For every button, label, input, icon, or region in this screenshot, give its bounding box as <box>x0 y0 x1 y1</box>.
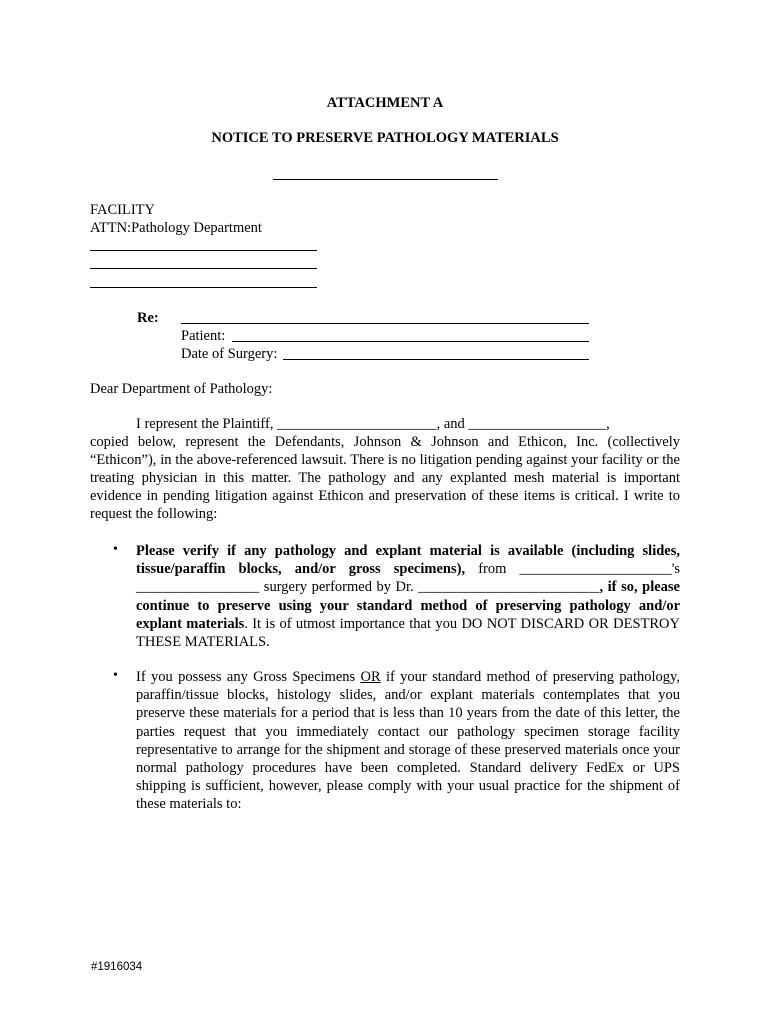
address-line-1 <box>90 250 317 251</box>
document-number-footer: #1916034 <box>91 961 143 973</box>
patient-label: Patient: <box>181 328 226 344</box>
bullet-2-text-b: if your standard method of preserving pathology, paraffin/tissue blocks, histology slides, and/or explant materials contemplates that you preserve these materials for a period that is less than 10 years from the date of this letter, the parties request that you immediately contact our pathology specimen storage facility representative to arrange for the shipment and storage of these preserved materials once your normal pathology procedures have been completed. Standard delivery FedEx or UPS shipping is sufficient, however, please comply with your usual practice for the shipment of these materials to: <box>136 669 680 813</box>
bullet-1-text-a: from _____________________'s _________________ surgery performed by Dr. _________________________ <box>136 561 680 596</box>
attn-label: ATTN:Pathology Department <box>90 220 262 236</box>
bullet-1-marker: • <box>113 542 118 557</box>
bullet-1-text-b: . It is of utmost importance that you DO NOT DISCARD OR DESTROY THESE MATERIALS. <box>136 615 680 651</box>
address-line-2 <box>90 268 317 269</box>
bullet-2-text-a: If you possess any Gross Specimens <box>136 669 361 685</box>
page-subtitle: NOTICE TO PRESERVE PATHOLOGY MATERIALS <box>211 130 559 146</box>
blank-line-top <box>273 179 498 180</box>
bullet-1-bold-a: Please verify if any pathology and explant material is available (including slides, tissue/paraffin blocks, and/or gross specimens), <box>136 543 680 578</box>
intro-paragraph: copied below, represent the Defendants, Johnson & Johnson and Ethicon, Inc. (collectively “Ethicon”), in the above-referenced lawsuit. There is no litigation pending against your facility or the treating physician in this matter. The pathology and any explanted mesh material is important evidence in pending litigation against Ethicon and preservation of these items is critical. I write to request the following: <box>90 434 680 522</box>
bullet-1-bold-b: , if so, please continue to preserve using your standard method of preserving pathology and/or explant materials <box>136 579 680 632</box>
re-label: Re: <box>137 310 159 326</box>
bullet-1-text <box>136 542 680 651</box>
bullet-2-underlined: OR <box>360 669 381 685</box>
intro-first-line: I represent the Plaintiff, ______________________, and ___________________, <box>136 416 610 432</box>
page-title: ATTACHMENT A <box>326 95 444 111</box>
bullet-2-marker: • <box>113 668 118 683</box>
date-of-surgery-label: Date of Surgery: <box>181 346 278 362</box>
facility-label: FACILITY <box>90 202 155 218</box>
date-of-surgery-line <box>283 359 589 360</box>
salutation: Dear Department of Pathology: <box>90 381 273 397</box>
address-line-3 <box>90 287 317 288</box>
bullet-2-text <box>136 668 680 814</box>
re-line <box>181 323 589 324</box>
patient-line <box>232 341 589 342</box>
